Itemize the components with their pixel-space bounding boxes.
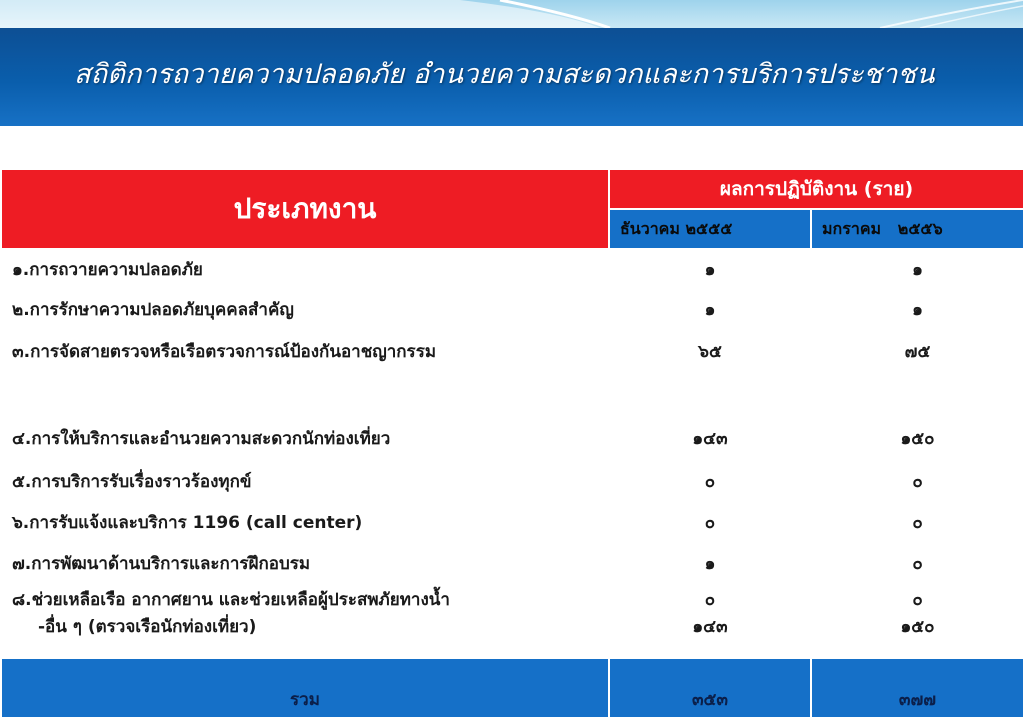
row-value-month-1: ๑ — [609, 543, 811, 584]
table-row — [1, 373, 1023, 461]
total-label: รวม — [1, 658, 609, 718]
table-row — [1, 289, 1023, 329]
slide-title: สถิติการถวายความปลอดภัย อำนวยความสะดวกและการบริการประชาชน — [74, 59, 935, 90]
total-value-month-1: ๓๕๓ — [609, 658, 811, 718]
table-row — [1, 461, 1023, 502]
row-label: ๔.การให้บริการและอำนวยความสะดวกนักท่องเที่ยว — [1, 373, 609, 461]
row-label: ๖.การรับแจ้งและบริการ 1196 (call center) — [1, 502, 609, 543]
header-result: ผลการปฏิบัติงาน (ราย) — [609, 169, 1023, 209]
table-row — [1, 584, 1023, 642]
table-row — [1, 249, 1023, 289]
row-value-month-2: ๑ — [811, 249, 1023, 289]
swoosh-decoration — [0, 0, 1023, 28]
row-value-month-2 — [811, 584, 1023, 642]
row-label — [1, 584, 609, 642]
top-decor-band — [0, 0, 1023, 28]
total-value-month-2: ๓๗๗ — [811, 658, 1023, 718]
row-value-month-1: ๑๔๓ — [609, 373, 811, 461]
row-label: ๗.การพัฒนาด้านบริการและการฝึกอบรม — [1, 543, 609, 584]
row-label-main: ๘.ช่วยเหลือเรือ อากาศยาน และช่วยเหลือผู้ประสพภัยทางน้ำ — [12, 590, 450, 610]
row-label: ๓.การจัดสายตรวจหรือเรือตรวจการณ์ป้องกันอาชญากรรม — [1, 329, 609, 373]
row-value-main: ๐ — [704, 590, 716, 610]
row-value-month-2: ๗๕ — [811, 329, 1023, 373]
table-row — [1, 329, 1023, 373]
row-value-month-2: ๐ — [811, 543, 1023, 584]
row-value-month-1: ๐ — [609, 461, 811, 502]
row-label-sub: -อื่น ๆ (ตรวจเรือนักท่องเที่ยว) — [38, 617, 257, 637]
row-label: ๒.การรักษาความปลอดภัยบุคคลสำคัญ — [1, 289, 609, 329]
table-row — [1, 502, 1023, 543]
total-row — [1, 658, 1023, 718]
table-row — [1, 543, 1023, 584]
row-value-main: ๐ — [912, 590, 923, 610]
row-value-month-2: ๐ — [811, 461, 1023, 502]
row-label: ๑.การถวายความปลอดภัย — [1, 249, 609, 289]
header-type: ประเภทงาน — [1, 169, 609, 249]
row-value-month-1: ๖๕ — [609, 329, 811, 373]
row-value-sub: ๑๕๐ — [900, 617, 935, 637]
statistics-table — [0, 168, 1023, 719]
header-month-2: มกราคม ๒๕๕๖ — [811, 209, 1023, 249]
row-value-month-2: ๑๕๐ — [811, 373, 1023, 461]
row-value-month-2: ๑ — [811, 289, 1023, 329]
header-month-1: ธันวาคม ๒๕๕๕ — [609, 209, 811, 249]
row-value-month-1: ๑ — [609, 249, 811, 289]
row-value-month-1 — [609, 584, 811, 642]
row-value-month-1: ๐ — [609, 502, 811, 543]
row-value-month-1: ๑ — [609, 289, 811, 329]
row-label: ๕.การบริการรับเรื่องราวร้องทุกข์ — [1, 461, 609, 502]
row-value-sub: ๑๔๓ — [692, 617, 728, 637]
row-value-month-2: ๐ — [811, 502, 1023, 543]
